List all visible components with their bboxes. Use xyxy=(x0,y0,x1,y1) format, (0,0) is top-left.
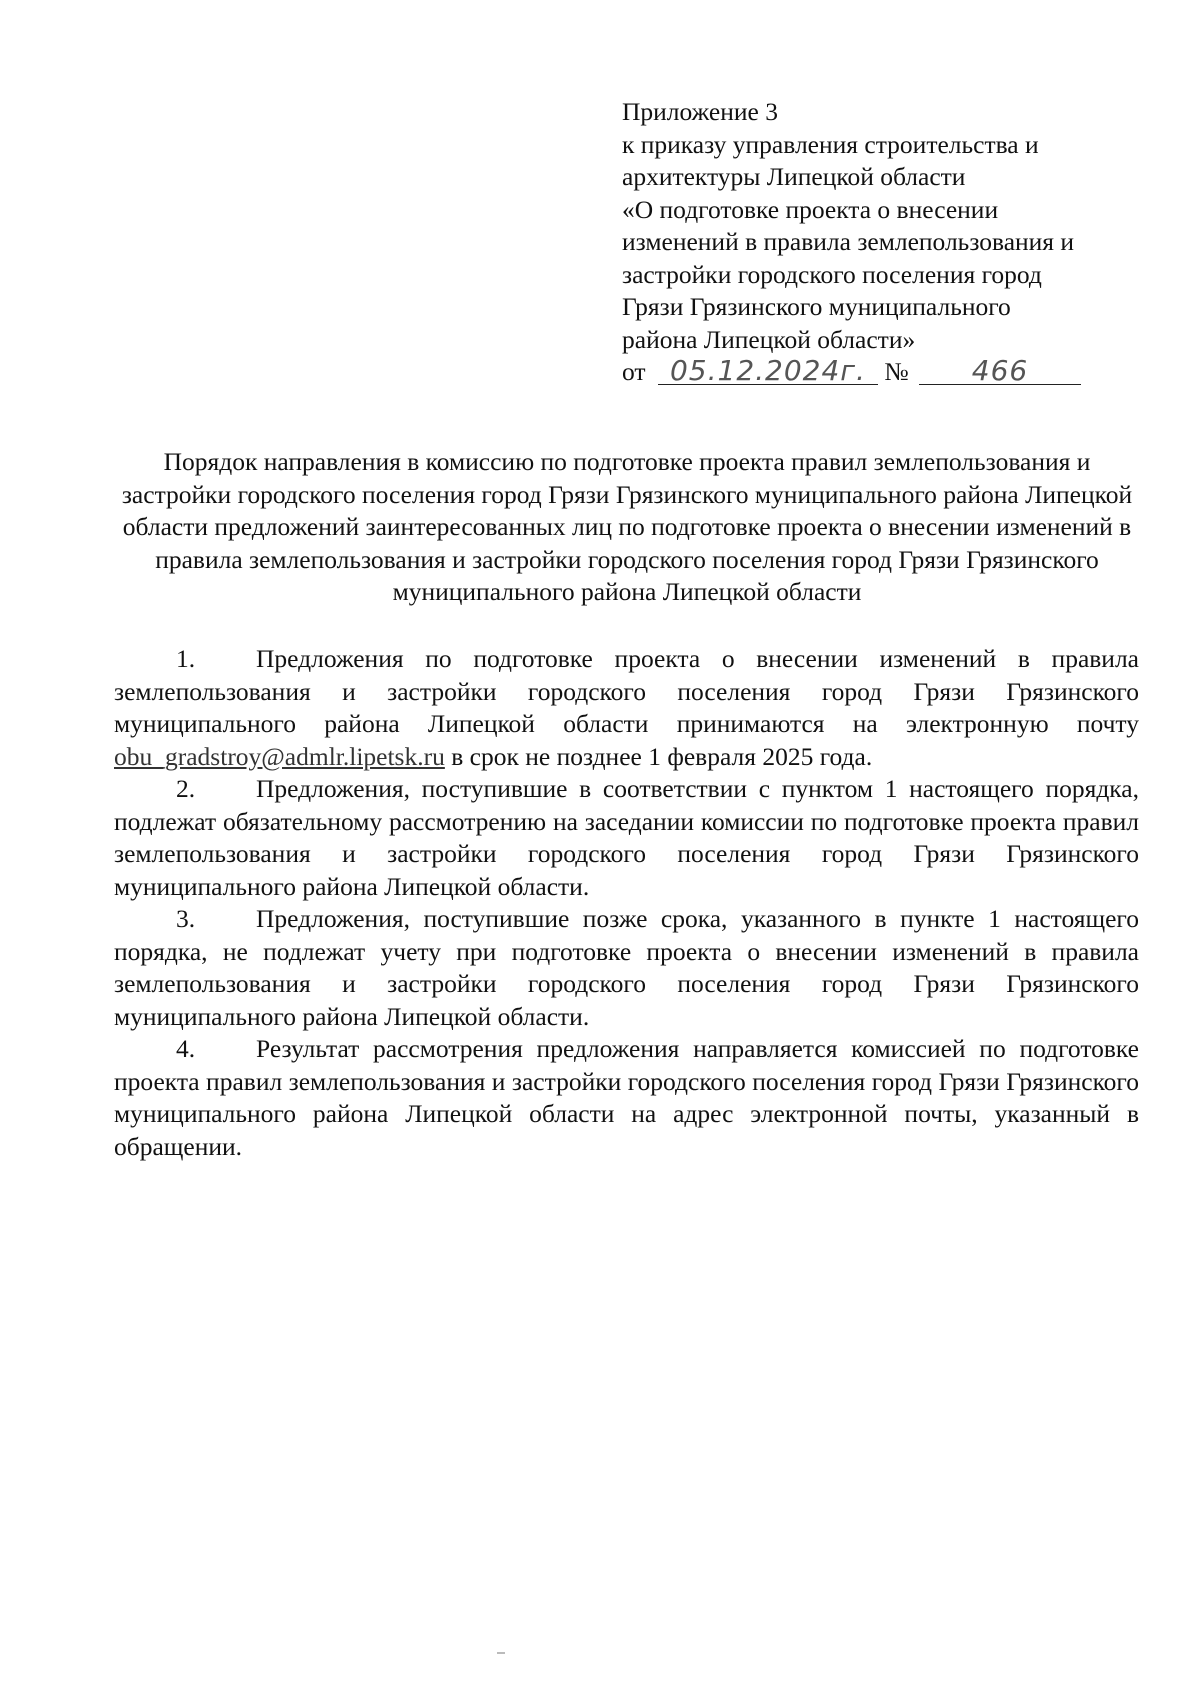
appendix-line: района Липецкой области» xyxy=(622,324,916,354)
list-item xyxy=(114,773,1139,903)
appendix-line: Грязи Грязинского муниципального xyxy=(622,292,1011,321)
handwritten-date: 05.12.2024г. xyxy=(658,358,878,385)
handwritten-number: 466 xyxy=(919,358,1081,385)
list-item xyxy=(114,1033,1139,1163)
item-text: Предложения, поступившие в соответствии с пунктом 1 настоящего порядка, подлежат обязательному рассмотрению на заседании комиссии по подготовке проекта правил землепользования и застройки городского поселения город Грязи Грязинского муниципального района Липецкой области. xyxy=(114,774,1139,901)
number-label: № xyxy=(884,357,909,386)
list-item xyxy=(114,903,1139,1033)
document-title: Порядок направления в комиссию по подготовке проекта правил землепользования и застройки городского поселения город Грязи Грязинского муниципального района Липецкой области предложений заинтересованных лиц по подготовке проекта о внесении изменений в правила землепользования и застройки городского поселения город Грязи Грязинского муниципального района Липецкой области xyxy=(121,447,1133,606)
scan-mark xyxy=(497,1652,505,1654)
item-text: в срок не позднее 1 февраля 2025 года. xyxy=(444,741,873,771)
item-number: 1. xyxy=(176,644,196,673)
appendix-line: застройки городского поселения город xyxy=(622,259,1042,289)
document-body xyxy=(114,643,1139,1163)
email-link[interactable]: obu_gradstroy@admlr.lipetsk.ru xyxy=(114,741,445,771)
item-text: Предложения, поступившие позже срока, указанного в пункте 1 настоящего порядка, не подлежат учету при подготовке проекта о внесении изменений в правила землепользования и застройки городского поселения город Грязи Грязинского муниципального района Липецкой области. xyxy=(114,904,1139,1031)
appendix-header xyxy=(622,96,1122,389)
item-text: Предложения по подготовке проекта о внесении изменений в правила землепользования и застройки городского поселения город Грязи Грязинского муниципального района Липецкой области принимаются на электронную почту xyxy=(114,644,1139,738)
appendix-line: Приложение 3 xyxy=(622,97,778,126)
item-text: Результат рассмотрения предложения направляется комиссией по подготовке проекта правил землепользования и застройки городского поселения город Грязи Грязинского муниципального района Липецкой области на адрес электронной почты, указанный в обращении. xyxy=(114,1034,1139,1161)
from-label: от xyxy=(622,357,646,386)
appendix-line: архитектуры Липецкой области xyxy=(622,162,966,191)
list-item xyxy=(114,643,1139,773)
item-number: 4. xyxy=(176,1034,196,1063)
item-number: 2. xyxy=(176,774,196,803)
appendix-line: изменений в правила землепользования и xyxy=(622,227,1075,256)
order-date-number-line xyxy=(622,356,1122,389)
item-number: 3. xyxy=(176,904,196,933)
appendix-line: к приказу управления строительства и xyxy=(622,129,1039,159)
appendix-line: «О подготовке проекта о внесении xyxy=(622,194,999,224)
